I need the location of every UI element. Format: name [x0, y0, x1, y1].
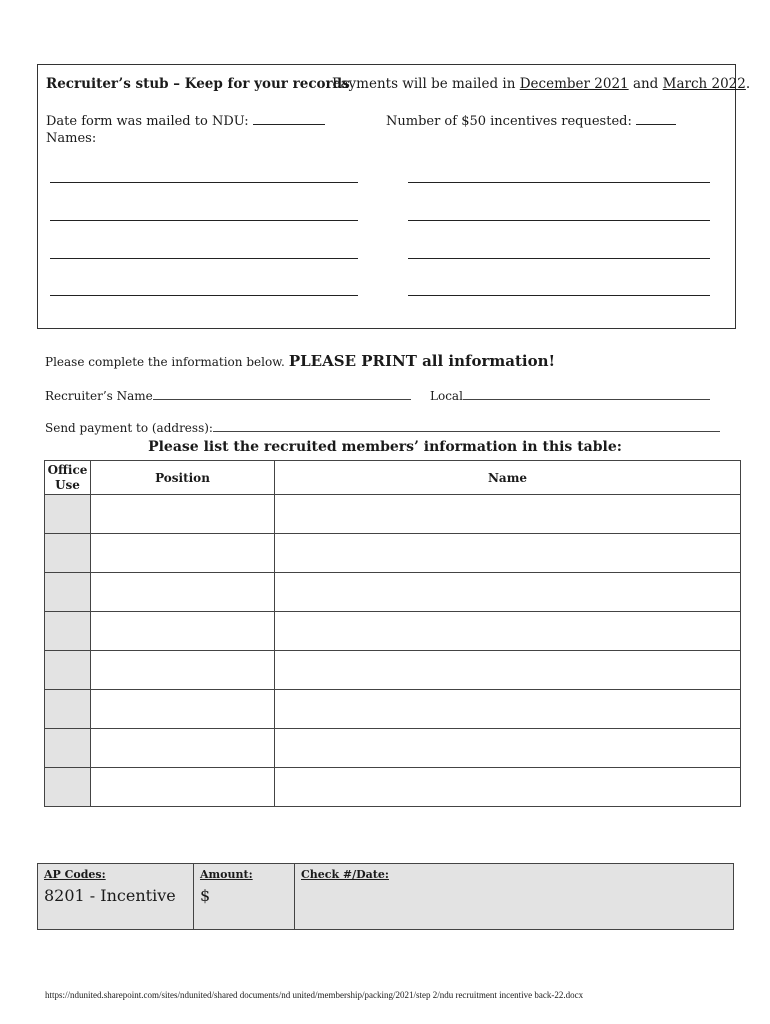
office-use-cell [45, 768, 91, 807]
name-line[interactable] [408, 295, 710, 296]
payment-schedule: Payments will be mailed in December 2021 and March 2022. [332, 76, 751, 92]
name-header: Name [275, 461, 741, 495]
position-cell[interactable] [91, 573, 275, 612]
office-use-cell [45, 495, 91, 534]
table-row [45, 690, 741, 729]
date-mailed-blank[interactable] [253, 112, 325, 125]
name-cell[interactable] [275, 768, 741, 807]
check-date-cell[interactable] [295, 864, 734, 930]
send-payment-field[interactable] [45, 420, 720, 435]
position-cell[interactable] [91, 534, 275, 573]
name-cell[interactable] [275, 534, 741, 573]
payment-date-march: March 2022 [662, 76, 746, 92]
table-row [45, 768, 741, 807]
names-label: Names: [46, 131, 97, 146]
name-line[interactable] [50, 258, 358, 259]
name-line[interactable] [50, 182, 358, 183]
local-field[interactable] [430, 388, 710, 403]
amount-value: $ [200, 886, 211, 905]
name-cell[interactable] [275, 690, 741, 729]
members-table [44, 460, 741, 807]
local-blank[interactable] [463, 388, 710, 400]
office-use-cell [45, 534, 91, 573]
payment-date-december: December 2021 [519, 76, 629, 92]
office-use-cell [45, 690, 91, 729]
members-table-title: Please list the recruited members’ information in this table: [148, 439, 622, 455]
instructions: Please complete the information below. PLEASE PRINT all information! [45, 352, 556, 370]
ap-codes-label: AP Codes: [44, 868, 106, 881]
send-payment-label: Send payment to (address): [45, 421, 213, 435]
ap-codes-value: 8201 - Incentive [44, 886, 176, 905]
date-mailed-field[interactable] [46, 112, 325, 129]
position-header: Position [91, 461, 275, 495]
name-cell[interactable] [275, 651, 741, 690]
position-cell[interactable] [91, 729, 275, 768]
check-date-label: Check #/Date: [301, 868, 389, 881]
name-cell[interactable] [275, 729, 741, 768]
incentives-blank[interactable] [636, 112, 676, 125]
incentives-field[interactable] [386, 112, 676, 129]
name-cell[interactable] [275, 612, 741, 651]
table-row [45, 612, 741, 651]
name-cell[interactable] [275, 495, 741, 534]
table-header-row [45, 461, 741, 495]
position-cell[interactable] [91, 768, 275, 807]
send-payment-blank[interactable] [213, 420, 720, 432]
name-line[interactable] [50, 220, 358, 221]
office-use-cell [45, 573, 91, 612]
amount-label: Amount: [200, 868, 253, 881]
ap-codes-cell [38, 864, 194, 930]
office-use-cell [45, 612, 91, 651]
office-use-cell [45, 729, 91, 768]
ap-codes-table [37, 863, 734, 930]
name-line[interactable] [408, 220, 710, 221]
recruiter-name-label: Recruiter’s Name [45, 389, 153, 403]
recruiter-name-field[interactable] [45, 388, 411, 403]
office-use-cell [45, 651, 91, 690]
name-cell[interactable] [275, 573, 741, 612]
print-notice: PLEASE PRINT all information! [288, 352, 556, 370]
table-row [45, 651, 741, 690]
recruiter-stub [37, 64, 751, 329]
amount-cell[interactable] [194, 864, 295, 930]
date-mailed-label: Date form was mailed to NDU: [46, 114, 249, 129]
name-line[interactable] [408, 258, 710, 259]
recruiter-name-blank[interactable] [153, 388, 411, 400]
table-row [45, 573, 741, 612]
name-line[interactable] [408, 182, 710, 183]
position-cell[interactable] [91, 690, 275, 729]
stub-title: Recruiter’s stub – Keep for your records [46, 76, 350, 92]
local-label: Local [430, 389, 463, 403]
position-cell[interactable] [91, 651, 275, 690]
office-use-header: Office Use [45, 461, 91, 495]
incentives-label: Number of $50 incentives requested: [386, 114, 632, 129]
document-path-footer: https://ndunited.sharepoint.com/sites/ndunited/shared documents/nd united/membership/packing/2021/step 2/ndu recruitment incentive back-22.docx [45, 990, 584, 1000]
table-row [45, 534, 741, 573]
table-row [45, 495, 741, 534]
name-line[interactable] [50, 295, 358, 296]
position-cell[interactable] [91, 612, 275, 651]
table-row [45, 729, 741, 768]
position-cell[interactable] [91, 495, 275, 534]
